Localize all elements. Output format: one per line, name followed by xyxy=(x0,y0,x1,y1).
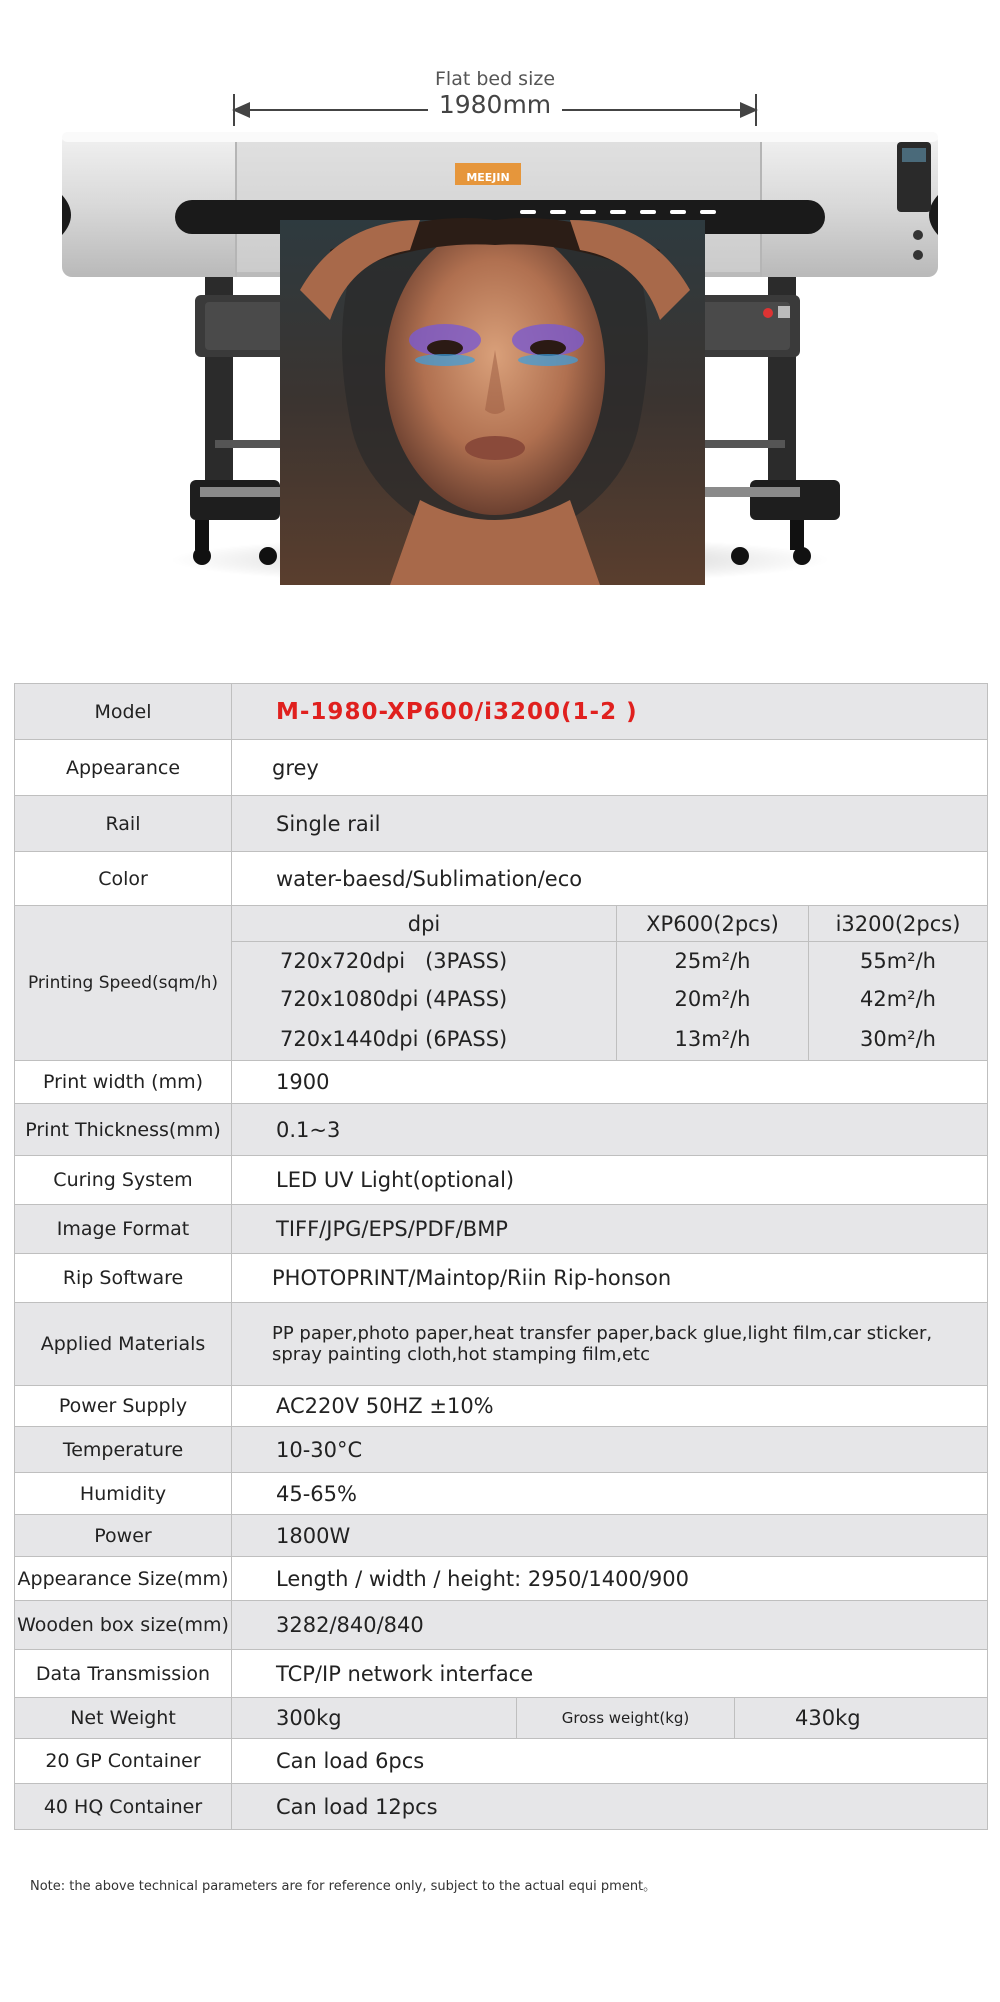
speed-xp600-cell: 13m²/h xyxy=(616,1018,808,1060)
dimension-annotation xyxy=(230,66,760,136)
spec-row-color xyxy=(15,852,988,906)
spec-label: 20 GP Container xyxy=(15,1739,232,1784)
spec-value: AC220V 50HZ ±10% xyxy=(232,1386,988,1427)
spec-row-40hq-container xyxy=(15,1784,988,1830)
spec-label: Model xyxy=(15,684,232,740)
spec-row-printing-speed xyxy=(15,906,988,1061)
spec-label: Printing Speed(sqm/h) xyxy=(15,906,232,1061)
spec-row-20gp-container xyxy=(15,1739,988,1784)
brand-logo: MEEJIN xyxy=(466,171,510,184)
spec-value xyxy=(232,1303,988,1386)
spec-row-power xyxy=(15,1515,988,1557)
spec-label: Print Thickness(mm) xyxy=(15,1104,232,1156)
spec-row-power-supply xyxy=(15,1386,988,1427)
printing-speed-subtable xyxy=(232,906,988,1061)
spec-value: 0.1~3 xyxy=(232,1104,988,1156)
spec-row-curing-system xyxy=(15,1156,988,1205)
spec-row-print-width xyxy=(15,1061,988,1104)
spec-value: 1800W xyxy=(232,1515,988,1557)
spec-value: LED UV Light(optional) xyxy=(232,1156,988,1205)
spec-value: TIFF/JPG/EPS/PDF/BMP xyxy=(232,1205,988,1254)
spec-value: 10-30°C xyxy=(232,1427,988,1473)
spec-value: 45-65% xyxy=(232,1473,988,1515)
spec-label: Wooden box size(mm) xyxy=(15,1601,232,1650)
spec-label: Power xyxy=(15,1515,232,1557)
spec-table xyxy=(14,683,988,1830)
dimension-line-right xyxy=(562,109,742,111)
product-image xyxy=(0,0,1000,640)
speed-dpi-cell: 720x1440dpi (6PASS) xyxy=(280,1027,508,1051)
spec-row-image-format xyxy=(15,1205,988,1254)
dimension-label: Flat bed size xyxy=(434,68,556,90)
spec-value: Length / width / height: 2950/1400/900 xyxy=(232,1557,988,1601)
spec-label: Temperature xyxy=(15,1427,232,1473)
spec-row-temperature xyxy=(15,1427,988,1473)
spec-label: Applied Materials xyxy=(15,1303,232,1386)
spec-row-print-thickness xyxy=(15,1104,988,1156)
spec-row-appearance-size xyxy=(15,1557,988,1601)
spec-value: 1900 xyxy=(232,1061,988,1104)
speed-dpi-cell: 720x1080dpi (4PASS) xyxy=(280,987,508,1011)
spec-label: Curing System xyxy=(15,1156,232,1205)
spec-label: Print width (mm) xyxy=(15,1061,232,1104)
spec-label: 40 HQ Container xyxy=(15,1784,232,1830)
spec-label: Appearance xyxy=(15,740,232,796)
spec-value: grey xyxy=(232,740,988,796)
spec-value: water-baesd/Sublimation/eco xyxy=(232,852,988,906)
spec-row-model xyxy=(15,684,988,740)
spec-row-applied-materials xyxy=(15,1303,988,1386)
spec-label: Rip Software xyxy=(15,1254,232,1303)
spec-row-rail xyxy=(15,796,988,852)
net-weight-value: 300kg xyxy=(276,1706,342,1730)
spec-row-rip-software xyxy=(15,1254,988,1303)
model-value xyxy=(232,684,988,740)
spec-value: Can load 6pcs xyxy=(232,1739,988,1784)
disclaimer-note: Note: the above technical parameters are for reference only, subject to the actual equi pment。 xyxy=(30,1879,657,1894)
applied-materials-line: PP paper,photo paper,heat transfer paper,back glue,light film,car sticker, xyxy=(272,1323,933,1344)
gross-weight-label: Gross weight(kg) xyxy=(516,1698,734,1738)
spec-label: Net Weight xyxy=(15,1698,232,1739)
spec-value: Single rail xyxy=(232,796,988,852)
speed-header-i3200: i3200(2pcs) xyxy=(808,906,987,942)
arrow-right-icon xyxy=(740,102,758,118)
dimension-line-left xyxy=(248,109,428,111)
speed-i3200-cell: 42m²/h xyxy=(808,980,987,1018)
speed-dpi-cell: 720x720dpi (3PASS) xyxy=(280,949,508,973)
spec-label: Humidity xyxy=(15,1473,232,1515)
speed-header-xp600: XP600(2pcs) xyxy=(616,906,808,942)
speed-xp600-cell: 20m²/h xyxy=(616,980,808,1018)
dimension-value: 1980mm xyxy=(438,90,552,119)
model-name: M-1980-XP600/i3200(1-2 ) xyxy=(276,698,638,725)
spec-value: 3282/840/840 xyxy=(232,1601,988,1650)
spec-label: Rail xyxy=(15,796,232,852)
spec-label: Appearance Size(mm) xyxy=(15,1557,232,1601)
spec-row-humidity xyxy=(15,1473,988,1515)
spec-row-data-transmission xyxy=(15,1650,988,1698)
spec-row-wooden-box-size xyxy=(15,1601,988,1650)
gross-weight-value: 430kg xyxy=(734,1698,987,1738)
spec-label: Data Transmission xyxy=(15,1650,232,1698)
speed-i3200-cell: 55m²/h xyxy=(808,942,987,980)
speed-header-dpi: dpi xyxy=(232,906,616,942)
spec-value: TCP/IP network interface xyxy=(232,1650,988,1698)
weight-split-cell xyxy=(232,1698,988,1739)
spec-label: Power Supply xyxy=(15,1386,232,1427)
spec-label: Image Format xyxy=(15,1205,232,1254)
spec-label: Color xyxy=(15,852,232,906)
spec-row-net-weight xyxy=(15,1698,988,1739)
spec-value: PHOTOPRINT/Maintop/Riin Rip-honson xyxy=(232,1254,988,1303)
speed-i3200-cell: 30m²/h xyxy=(808,1018,987,1060)
spec-value: Can load 12pcs xyxy=(232,1784,988,1830)
spec-row-appearance xyxy=(15,740,988,796)
speed-xp600-cell: 25m²/h xyxy=(616,942,808,980)
applied-materials-line: spray painting cloth,hot stamping film,etc xyxy=(272,1344,650,1365)
